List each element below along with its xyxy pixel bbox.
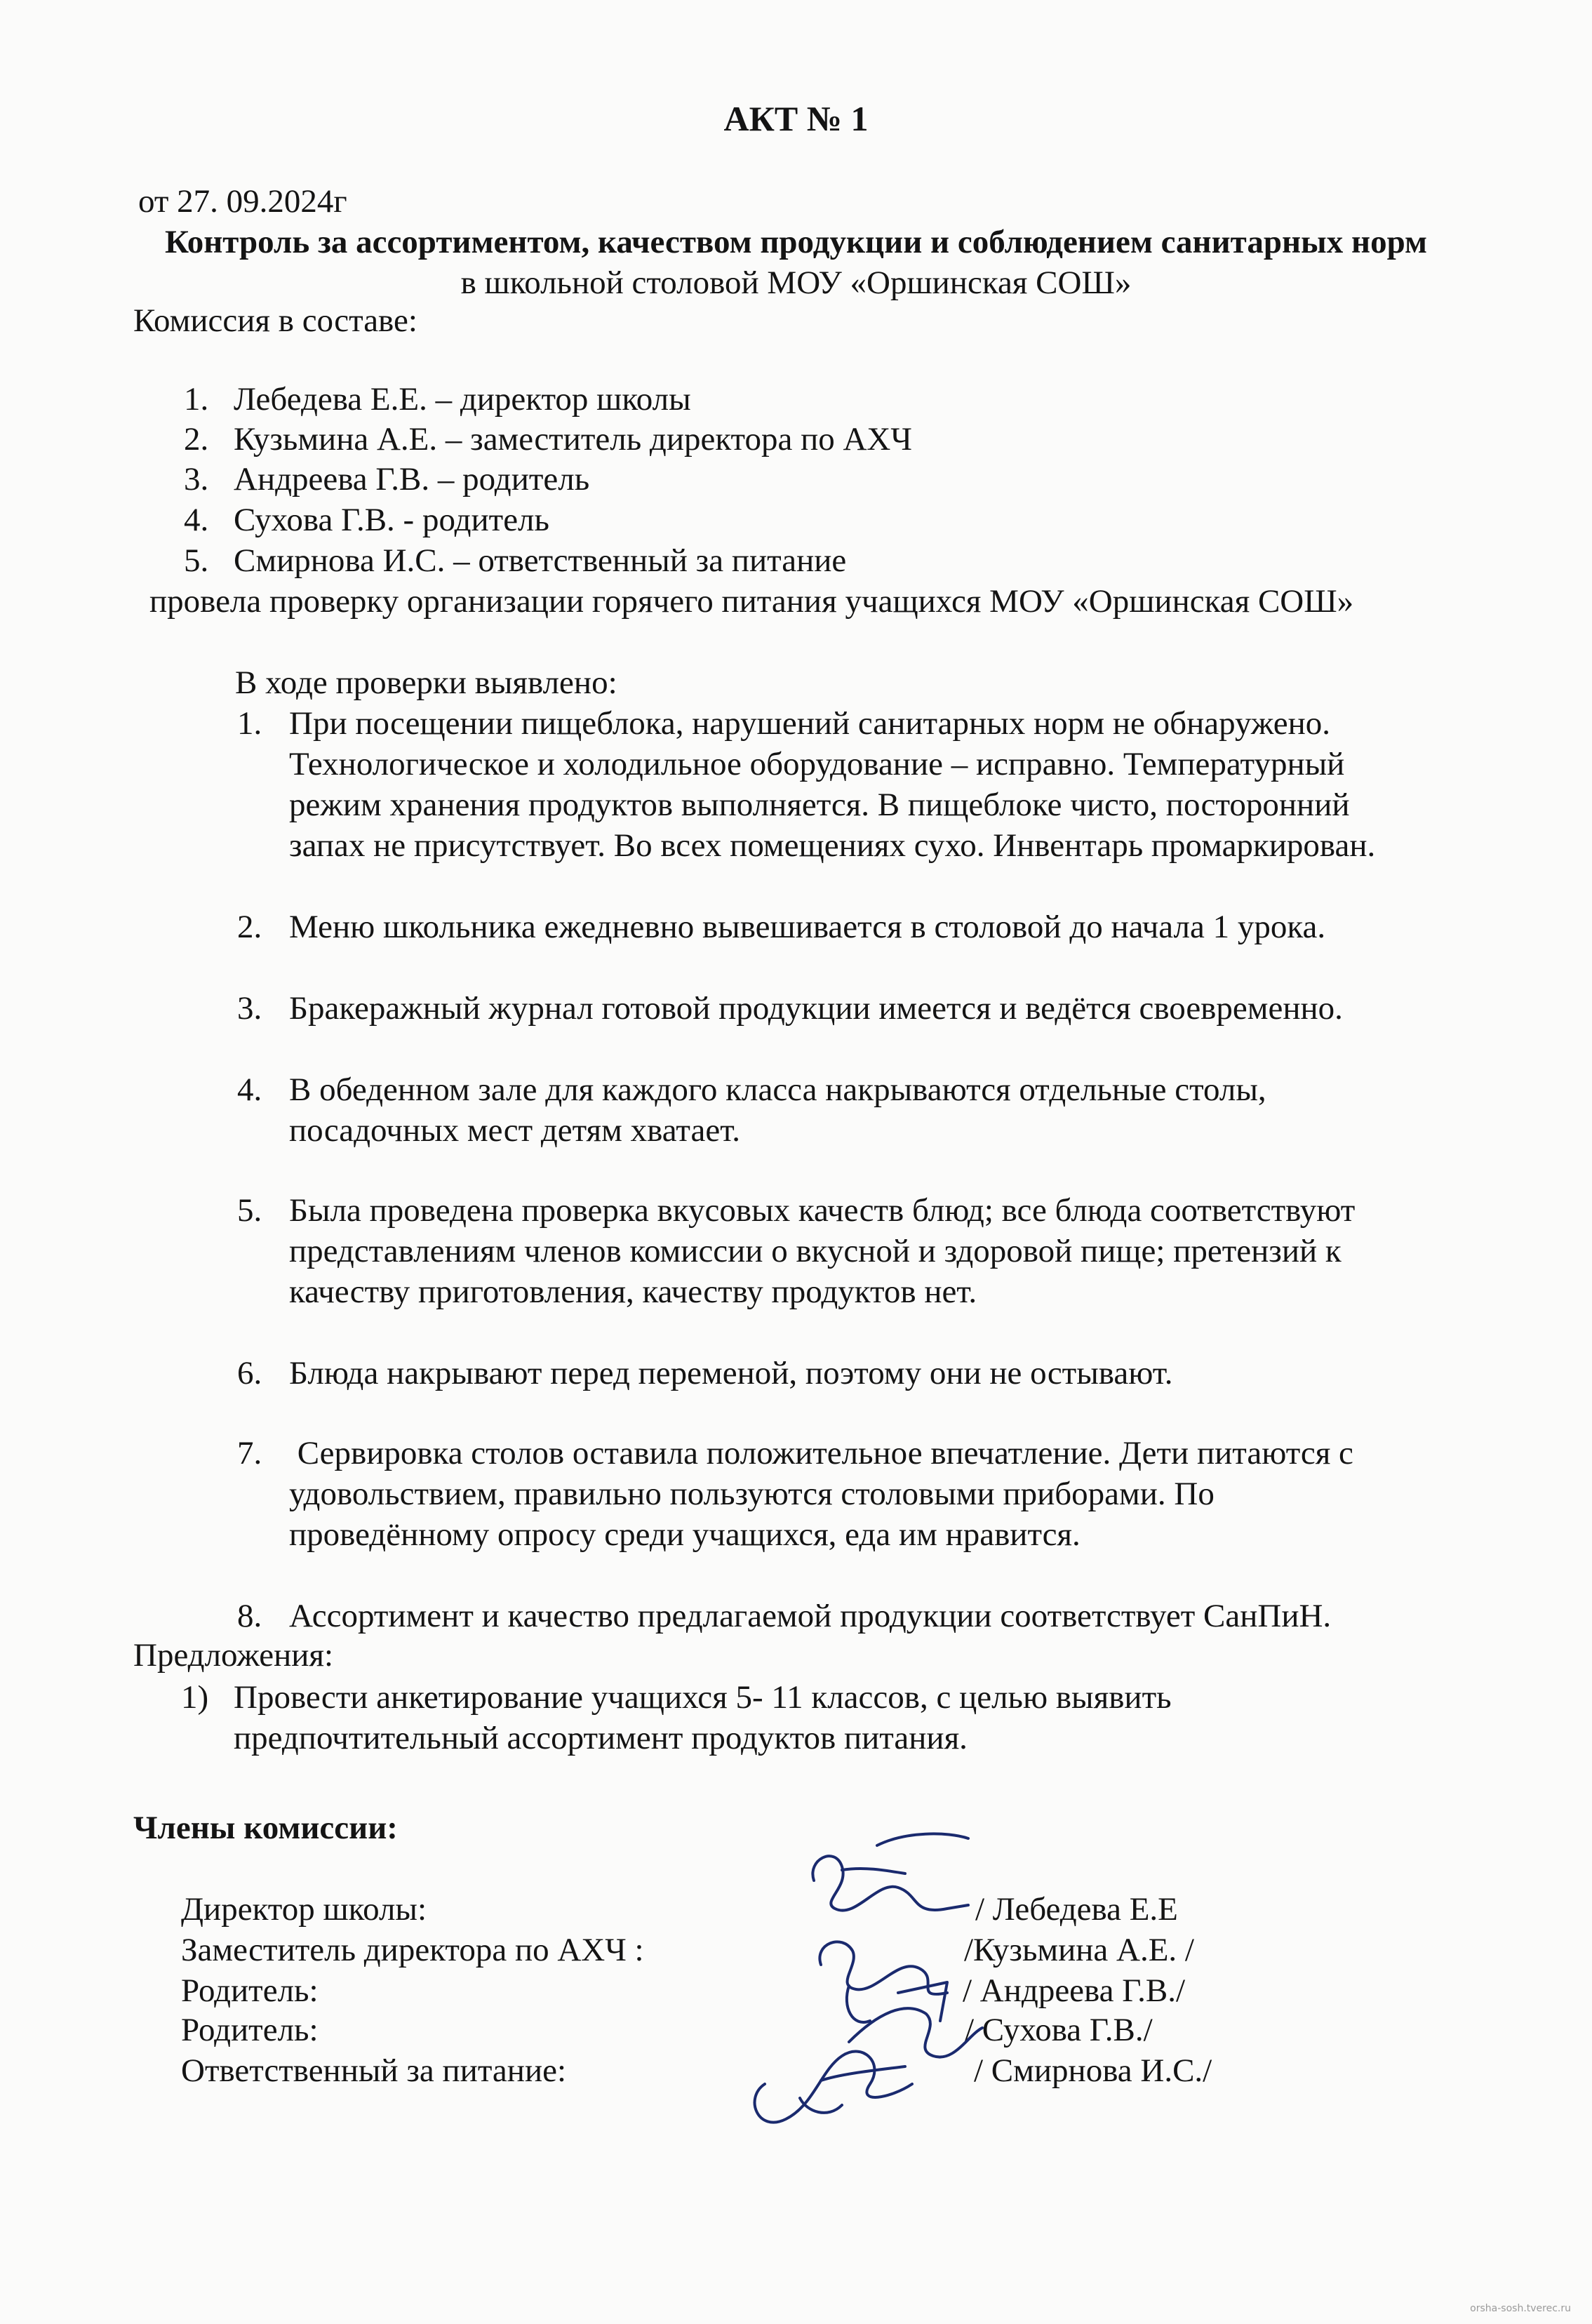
finding-line: режим хранения продуктов выполняется. В пищеблоке чисто, посторонний	[289, 787, 1350, 823]
finding-line: проведённому опросу среди учащихся, еда им нравится.	[289, 1516, 1081, 1553]
list-item-number: 2.	[237, 909, 262, 945]
proposal-line: предпочтительный ассортимент продуктов питания.	[234, 1720, 968, 1756]
findings-intro: В ходе проверки выявлено:	[235, 665, 617, 701]
proposal-line: Провести анкетирование учащихся 5- 11 классов, с целью выявить	[234, 1679, 1172, 1716]
act-date: от 27. 09.2024г	[138, 183, 347, 220]
finding-line: При посещении пищеблока, нарушений санитарных норм не обнаружено.	[289, 705, 1330, 742]
commission-intro: Комиссия в составе:	[133, 302, 417, 339]
proposals-intro: Предложения:	[133, 1637, 334, 1674]
list-item-number: 1)	[181, 1679, 209, 1716]
list-item-number: 1.	[237, 705, 262, 742]
member-role: Директор школы:	[181, 1891, 427, 1928]
member-role: Родитель:	[181, 2012, 319, 2048]
commission-member: Кузьмина А.Е. – заместитель директора по АХЧ	[234, 421, 912, 458]
finding-line: Блюда накрывают перед переменой, поэтому они не остывают.	[289, 1355, 1173, 1391]
member-name: / Андреева Г.В./	[963, 1972, 1185, 2009]
finding-line: Была проведена проверка вкусовых качеств блюд; все блюда соответствуют	[289, 1192, 1356, 1229]
member-name: / Смирнова И.С./	[974, 2052, 1212, 2089]
finding-line: посадочных мест детям хватает.	[289, 1112, 740, 1149]
finding-line: В обеденном зале для каждого класса накрываются отдельные столы,	[289, 1071, 1266, 1108]
act-title: АКТ № 1	[723, 99, 869, 138]
commission-member: Смирнова И.С. – ответственный за питание	[234, 542, 847, 579]
finding-line: Сервировка столов оставила положительное впечатление. Дети питаются с	[289, 1435, 1353, 1471]
member-role: Заместитель директора по АХЧ :	[181, 1932, 644, 1968]
member-role: Родитель:	[181, 1972, 319, 2009]
commission-member: Сухова Г.В. - родитель	[234, 502, 549, 538]
list-item-number: 3.	[184, 461, 209, 497]
list-item-number: 7.	[237, 1435, 262, 1471]
finding-line: Бракеражный журнал готовой продукции имеется и ведётся своевременно.	[289, 990, 1343, 1027]
finding-line: запах не присутствует. Во всех помещениях сухо. Инвентарь промаркирован.	[289, 827, 1376, 864]
list-item-number: 6.	[237, 1355, 262, 1391]
finding-line: Меню школьника ежедневно вывешивается в столовой до начала 1 урока.	[289, 909, 1326, 945]
list-item-number: 4.	[237, 1071, 262, 1108]
act-subject: Контроль за ассортиментом, качеством продукции и соблюдением санитарных норм	[164, 224, 1428, 260]
finding-line: удовольствием, правильно пользуются столовыми приборами. По	[289, 1476, 1215, 1512]
finding-line: представлениям членов комиссии о вкусной и здоровой пище; претензий к	[289, 1233, 1342, 1269]
list-item-number: 5.	[184, 542, 209, 579]
member-name: /Кузьмина А.Е. /	[964, 1932, 1194, 1968]
list-item-number: 4.	[184, 502, 209, 538]
watermark: orsha-sosh.tverec.ru	[1470, 2303, 1571, 2314]
list-item-number: 8.	[237, 1598, 262, 1634]
act-subject-line2: в школьной столовой МОУ «Оршинская СОШ»	[460, 265, 1132, 301]
members-title: Члены комиссии:	[133, 1810, 398, 1846]
commission-member: Андреева Г.В. – родитель	[234, 461, 590, 497]
member-name: / Сухова Г.В./	[965, 2012, 1153, 2048]
list-item-number: 1.	[184, 381, 209, 418]
list-item-number: 5.	[237, 1192, 262, 1229]
finding-line: качеству приготовления, качеству продуктов нет.	[289, 1274, 977, 1310]
commission-member: Лебедева Е.Е. – директор школы	[234, 381, 691, 418]
member-name: / Лебедева Е.Е	[975, 1891, 1178, 1928]
list-item-number: 2.	[184, 421, 209, 458]
handwritten-signatures	[737, 1803, 1003, 2133]
conducted-text: провела проверку организации горячего питания учащихся МОУ «Оршинская СОШ»	[149, 583, 1354, 620]
finding-line: Технологическое и холодильное оборудование – исправно. Температурный	[289, 746, 1345, 782]
list-item-number: 3.	[237, 990, 262, 1027]
member-role: Ответственный за питание:	[181, 2052, 567, 2089]
finding-line: Ассортимент и качество предлагаемой продукции соответствует СанПиН.	[289, 1598, 1332, 1634]
